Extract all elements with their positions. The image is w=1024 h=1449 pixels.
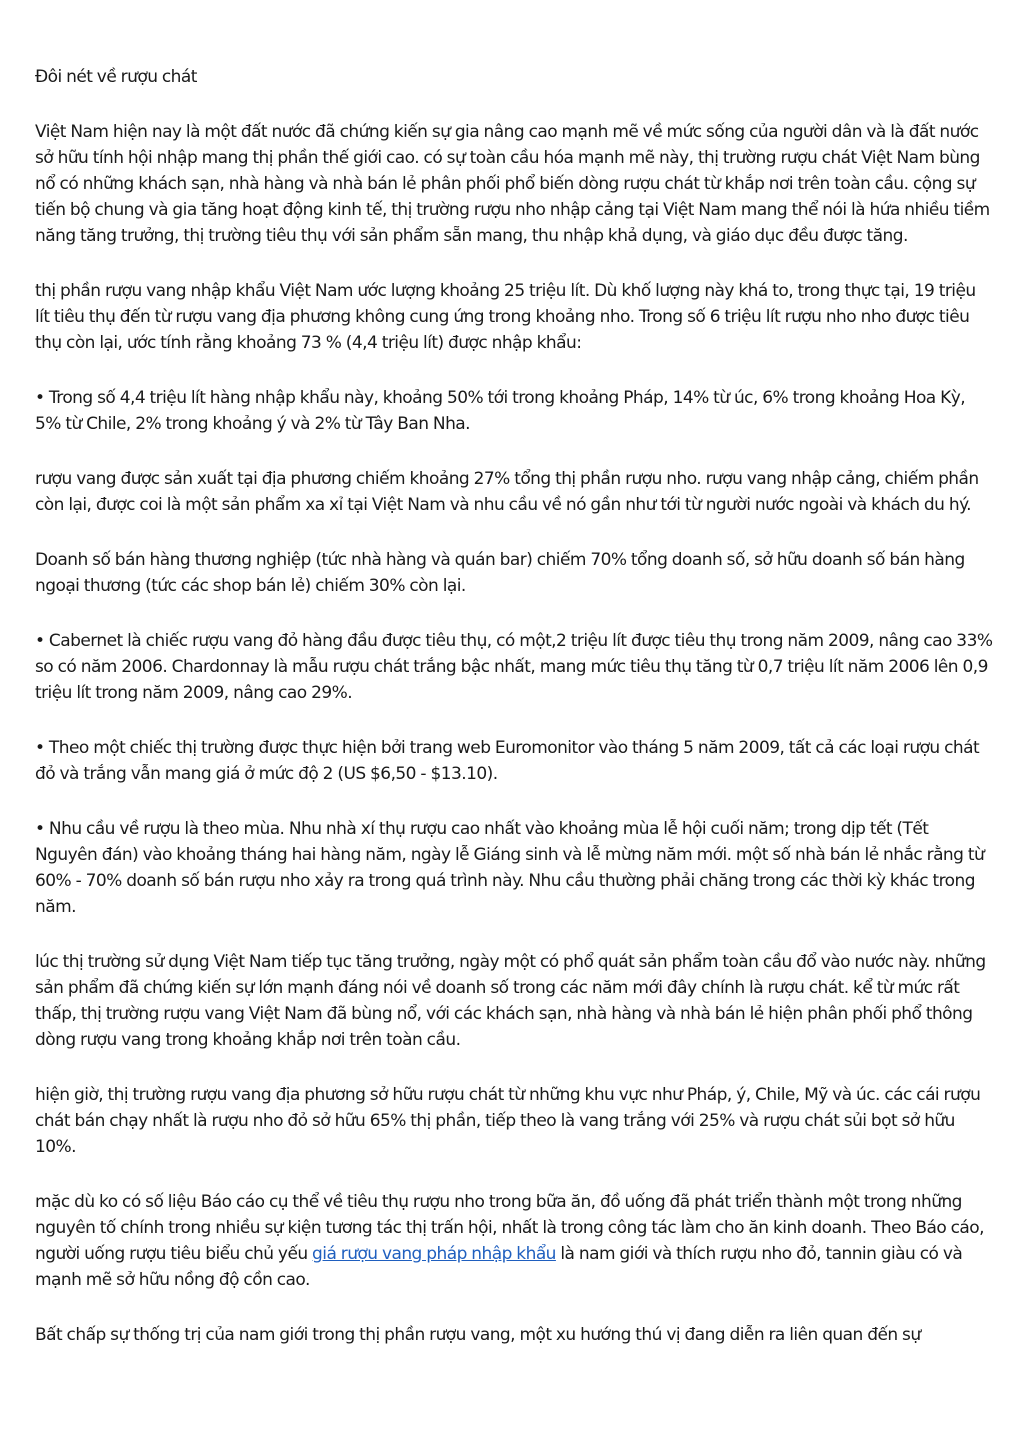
paragraph-local-production: rượu vang được sản xuất tại địa phương chiếm khoảng 27% tổng thị phần rượu nho. rượu vang nhập cảng, chiếm phần còn lại, được coi là một sản phẩm xa xỉ tại Việt Nam và nhu cầu về nó gần như tới từ người nước ngoài và khách du hý. xyxy=(35,469,979,515)
paragraph-growth: lúc thị trường sử dụng Việt Nam tiếp tục tăng trưởng, ngày một có phổ quát sản phẩm toàn cầu đổ vào nước này. những sản phẩm đã chứng kiến sự lớn mạnh đáng nói về doanh số trong các năm mới đây chính là rượu chát. kể từ mức rất thấp, thị trường rượu vang Việt Nam đã bùng nổ, với các khách sạn, nhà hàng và nhà bán lẻ hiện phân phối phổ thông dòng rượu vang trong khoảng khắp nơi trên toàn cầu. xyxy=(35,952,986,1050)
paragraph-trend: Bất chấp sự thống trị của nam giới trong thị phần rượu vang, một xu hướng thú vị đang diễn ra liên quan đến sự xyxy=(35,1325,921,1345)
document-title: Đôi nét về rượu chát xyxy=(35,67,197,87)
paragraph-cabernet: • Cabernet là chiếc rượu vang đỏ hàng đầu được tiêu thụ, có một,2 triệu lít được tiêu thụ trong năm 2009, nâng cao 33% so có năm 2006. Chardonnay là mẫu rượu chát trắng bậc nhất, mang mức tiêu thụ tăng từ 0,7 triệu lít năm 2006 lên 0,9 triệu lít trong năm 2009, nâng cao 29%. xyxy=(35,631,993,703)
wine-price-link[interactable]: giá rượu vang pháp nhập khẩu xyxy=(312,1244,556,1264)
paragraph-intro: Việt Nam hiện nay là một đất nước đã chứng kiến sự gia nâng cao mạnh mẽ về mức sống của người dân và là đất nước sở hữu tính hội nhập mang thị phần thế giới cao. có sự toàn cầu hóa mạnh mẽ này, thị trường rượu chát Việt Nam bùng nổ có những khách sạn, nhà hàng và nhà bán lẻ phân phối phổ biến dòng rượu chát từ khắp nơi trên toàn cầu. cộng sự tiến bộ chung và gia tăng hoạt động kinh tế, thị trường rượu nho nhập cảng tại Việt Nam mang thể nói là hứa nhiều tiềm năng tăng trưởng, thị trường tiêu thụ với sản phẩm sẵn mang, thu nhập khả dụng, và giáo dục đều được tăng. xyxy=(35,122,990,246)
paragraph-euromonitor: • Theo một chiếc thị trường được thực hiện bởi trang web Euromonitor vào tháng 5 năm 2009, tất cả các loại rượu chát đỏ và trắng vẫn mang giá ở mức độ 2 (US $6,50 - $13.10). xyxy=(35,738,980,784)
paragraph-consumers-before: mặc dù ko có số liệu Báo cáo cụ thể về tiêu thụ rượu nho trong bữa ăn, đồ uống đã phát triển thành một trong những nguyên tố chính trong nhiều sự kiện tương tác thị trấn hội, nhất là trong công tác làm cho ăn kinh doanh. Theo Báo cáo, người uống rượu tiêu biểu chủ yếu xyxy=(35,1192,984,1264)
paragraph-current-market: hiện giờ, thị trường rượu vang địa phương sở hữu rượu chát từ những khu vực như Pháp, ý, Chile, Mỹ và úc. các cái rượu chát bán chạy nhất là rượu nho đỏ sở hữu 65% thị phần, tiếp theo là vang trắng với 25% và rượu chát sủi bọt sở hữu 10%. xyxy=(35,1085,981,1157)
paragraph-consumers-after: là nam giới và thích rượu nho đỏ, tannin giàu có và mạnh mẽ sở hữu nồng độ cồn cao. xyxy=(35,1244,963,1290)
document-body xyxy=(35,64,993,1377)
paragraph-consumers xyxy=(35,1189,993,1293)
paragraph-seasonality: • Nhu cầu về rượu là theo mùa. Nhu nhà xí thụ rượu cao nhất vào khoảng mùa lễ hội cuối năm; trong dịp tết (Tết Nguyên đán) vào khoảng tháng hai hàng năm, ngày lễ Giáng sinh và lễ mừng năm mới. một số nhà bán lẻ nhắc rằng từ 60% - 70% doanh số bán rượu nho xảy ra trong quá trình này. Nhu cầu thường phải chăng trong các thời kỳ khác trong năm. xyxy=(35,819,985,917)
paragraph-market-size: thị phần rượu vang nhập khẩu Việt Nam ước lượng khoảng 25 triệu lít. Dù khố lượng này khá to, trong thực tại, 19 triệu lít tiêu thụ đến từ rượu vang địa phương không cung ứng trong khoảng nho. Trong số 6 triệu lít rượu nho nho được tiêu thụ còn lại, ước tính rằng khoảng 73 % (4,4 triệu lít) được nhập khẩu: xyxy=(35,281,976,353)
paragraph-import-origins: • Trong số 4,4 triệu lít hàng nhập khẩu này, khoảng 50% tới trong khoảng Pháp, 14% từ úc, 6% trong khoảng Hoa Kỳ, 5% từ Chile, 2% trong khoảng ý và 2% từ Tây Ban Nha. xyxy=(35,388,966,434)
paragraph-sales-split: Doanh số bán hàng thương nghiệp (tức nhà hàng và quán bar) chiếm 70% tổng doanh số, sở hữu doanh số bán hàng ngoại thương (tức các shop bán lẻ) chiếm 30% còn lại. xyxy=(35,550,965,596)
